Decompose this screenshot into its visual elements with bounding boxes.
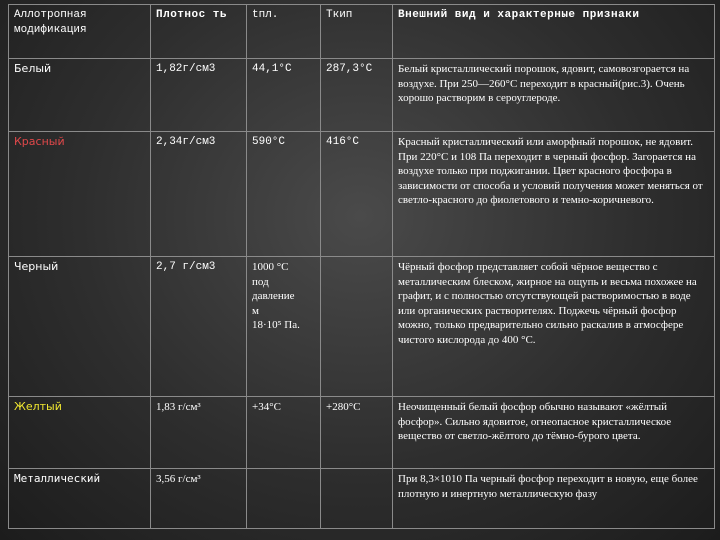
table-row <box>9 397 715 469</box>
table-row <box>9 59 715 132</box>
row-melting-point <box>247 469 321 529</box>
row-density: 1,83 г/см³ <box>151 397 247 469</box>
row-description: Красный кристаллический или аморфный порошок, не ядовит. При 220°С и 108 Па переходит в черный фосфор. Загорается на воздухе только при поджигании. Цвет красного фосфора в зависимости от способа и условий получения может меняться от светло-красного до фиолетового и темно-коричневого. <box>393 132 715 257</box>
table-row <box>9 257 715 397</box>
header-density: Плотнос ть <box>151 5 247 59</box>
row-boiling-point: 287,3°С <box>321 59 393 132</box>
header-modification: Аллотропная модификация <box>9 5 151 59</box>
row-boiling-point <box>321 469 393 529</box>
row-name: Красный <box>9 132 151 257</box>
row-description: Белый кристаллический порошок, ядовит, самовозгорается на воздухе. При 250—260°С переходит в красный(рис.3). Очень хорошо растворим в сероуглероде. <box>393 59 715 132</box>
row-boiling-point: +280°С <box>321 397 393 469</box>
row-description: При 8,3×1010 Па черный фосфор переходит в новую, еще более плотную и инертную металлическую фазу <box>393 469 715 529</box>
phosphorus-allotropes-table <box>8 4 715 529</box>
row-melting-point: 1000 °С под давление м 18·10⁵ Па. <box>247 257 321 397</box>
row-name: Белый <box>9 59 151 132</box>
row-boiling-point: 416°С <box>321 132 393 257</box>
header-row <box>9 5 715 59</box>
row-density: 3,56 г/см³ <box>151 469 247 529</box>
header-appearance: Внешний вид и характерные признаки <box>393 5 715 59</box>
header-boiling-point: Tкип <box>321 5 393 59</box>
row-density: 2,34г/см3 <box>151 132 247 257</box>
header-melting-point: tпл. <box>247 5 321 59</box>
table-row <box>9 132 715 257</box>
row-density: 2,7 г/см3 <box>151 257 247 397</box>
table-row <box>9 469 715 529</box>
row-description: Чёрный фосфор представляет собой чёрное вещество с металлическим блеском, жирное на ощупь и весьма похожее на графит, и с полностью отсутствующей растворимостью в воде или органических растворителях. Поджечь чёрный фосфор можно, только предварительно сильно раскалив в атмосфере чистого кислорода до 400 °C. <box>393 257 715 397</box>
row-name: Желтый <box>9 397 151 469</box>
row-boiling-point <box>321 257 393 397</box>
row-name: Черный <box>9 257 151 397</box>
row-melting-point: 590°С <box>247 132 321 257</box>
row-description: Неочищенный белый фосфор обычно называют «жёлтый фосфор». Сильно ядовитое, огнеопасное кристаллическое вещество от светло-жёлтого до тёмно-бурого цвета. <box>393 397 715 469</box>
row-name: Металлический <box>9 469 151 529</box>
row-melting-point: 44,1°С <box>247 59 321 132</box>
row-density: 1,82г/см3 <box>151 59 247 132</box>
row-melting-point: +34°С <box>247 397 321 469</box>
